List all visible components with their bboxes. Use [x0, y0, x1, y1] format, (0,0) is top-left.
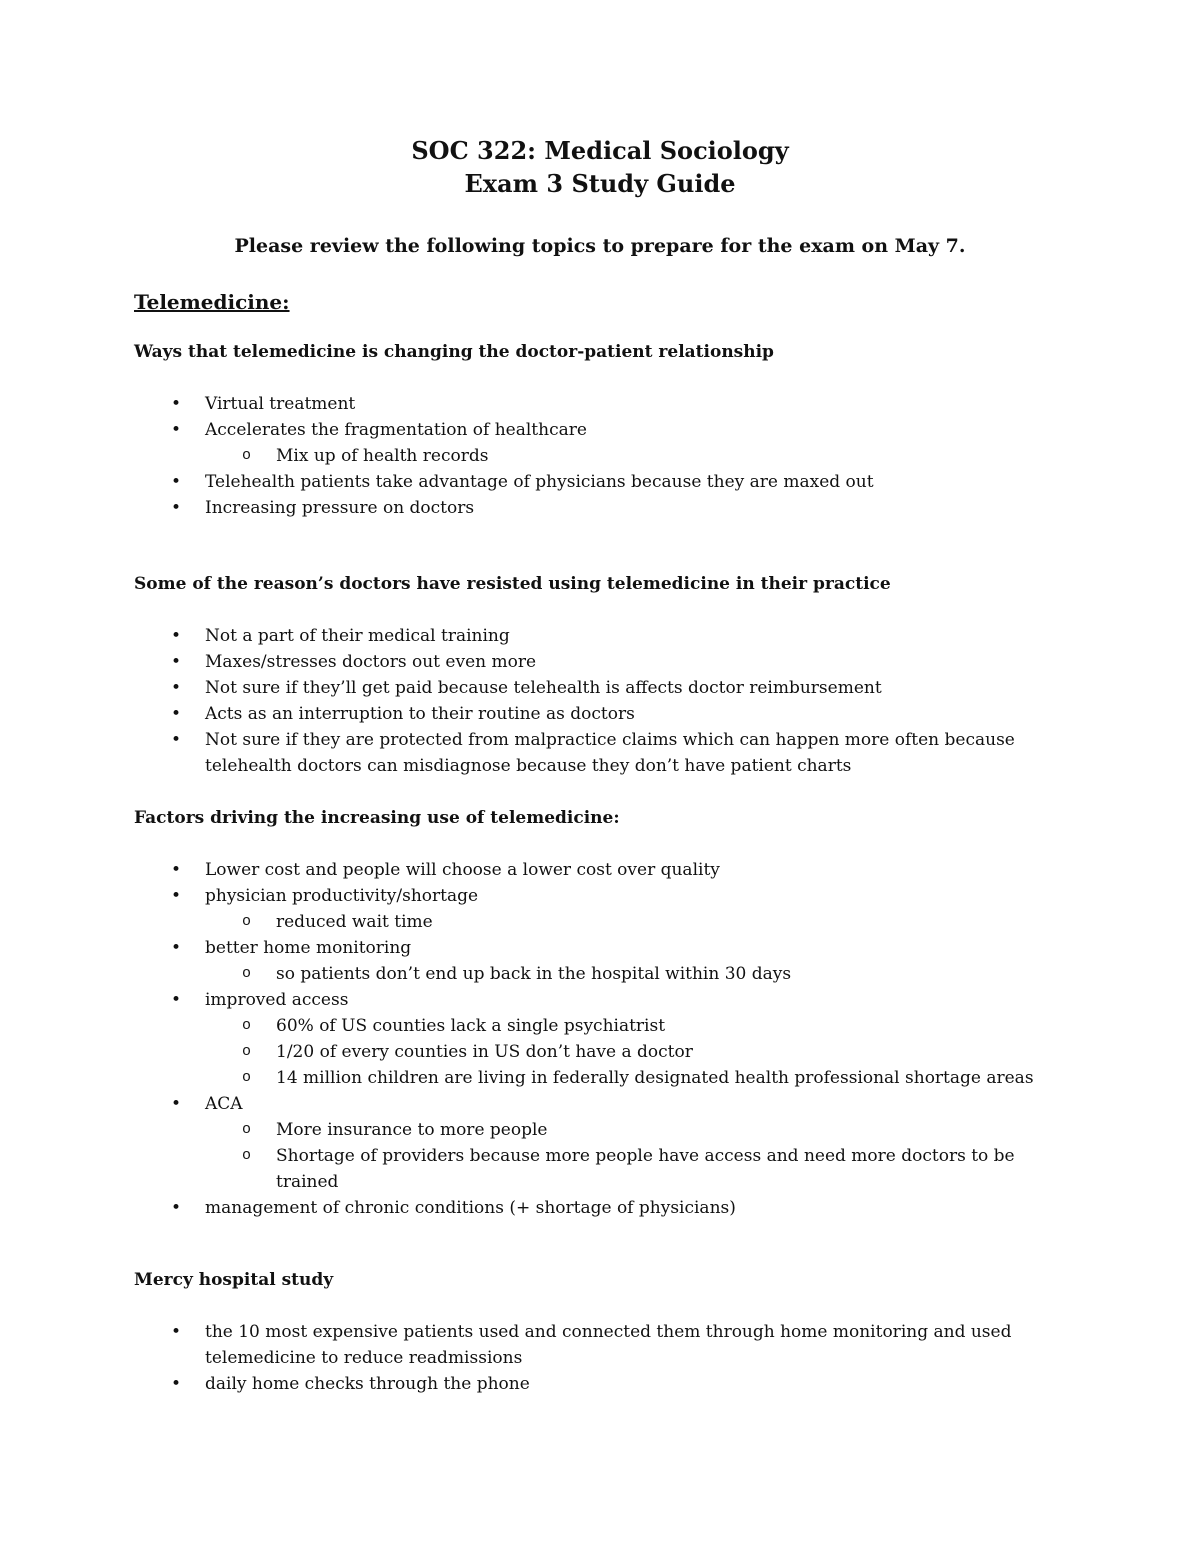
list-mercy-study — [0, 1319, 1200, 1397]
list-item: o More insurance to more people — [0, 1117, 1200, 1143]
list-item: o reduced wait time — [0, 909, 1200, 935]
group-heading-doctor-patient: Ways that telemedicine is changing the doctor-patient relationship — [134, 342, 774, 362]
group-heading-resistance: Some of the reason’s doctors have resisted using telemedicine in their practice — [134, 574, 891, 594]
list-item: o 60% of US counties lack a single psychiatrist — [0, 1013, 1200, 1039]
list-item: • Not sure if they are protected from malpractice claims which can happen more often because telehealth doctors can misdiagnose because they don’t have patient charts — [0, 727, 1200, 779]
course-title: SOC 322: Medical Sociology — [411, 136, 789, 165]
list-item: • Not sure if they’ll get paid because telehealth is affects doctor reimbursement — [0, 675, 1200, 701]
list-item: • improved access — [0, 987, 1200, 1013]
list-item: o so patients don’t end up back in the hospital within 30 days — [0, 961, 1200, 987]
intro-text: Please review the following topics to prepare for the exam on May 7. — [234, 235, 966, 257]
list-item: • the 10 most expensive patients used and connected them through home monitoring and used telemedicine to reduce readmissions — [0, 1319, 1200, 1371]
list-item: • Maxes/stresses doctors out even more — [0, 649, 1200, 675]
list-item: • Telehealth patients take advantage of physicians because they are maxed out — [0, 469, 1200, 495]
list-item: • physician productivity/shortage — [0, 883, 1200, 909]
list-item: • daily home checks through the phone — [0, 1371, 1200, 1397]
list-item: • ACA — [0, 1091, 1200, 1117]
list-item: • Lower cost and people will choose a lower cost over quality — [0, 857, 1200, 883]
list-item: • Virtual treatment — [0, 391, 1200, 417]
list-factors — [0, 857, 1200, 1221]
list-item: o Mix up of health records — [0, 443, 1200, 469]
list-item: • Increasing pressure on doctors — [0, 495, 1200, 521]
list-doctor-patient — [0, 391, 1200, 521]
list-item: o 1/20 of every counties in US don’t have a doctor — [0, 1039, 1200, 1065]
group-heading-factors: Factors driving the increasing use of telemedicine: — [134, 808, 620, 828]
list-item: • Acts as an interruption to their routine as doctors — [0, 701, 1200, 727]
list-item: • better home monitoring — [0, 935, 1200, 961]
list-resistance — [0, 623, 1200, 779]
guide-title: Exam 3 Study Guide — [464, 169, 736, 198]
list-item: • management of chronic conditions (+ shortage of physicians) — [0, 1195, 1200, 1221]
list-item: o 14 million children are living in federally designated health professional shortage areas — [0, 1065, 1200, 1091]
list-item: • Not a part of their medical training — [0, 623, 1200, 649]
list-item: o Shortage of providers because more people have access and need more doctors to be trained — [0, 1143, 1200, 1195]
list-item: • Accelerates the fragmentation of healthcare — [0, 417, 1200, 443]
section-heading-telemedicine: Telemedicine: — [134, 290, 290, 314]
group-heading-mercy-study: Mercy hospital study — [134, 1270, 334, 1290]
